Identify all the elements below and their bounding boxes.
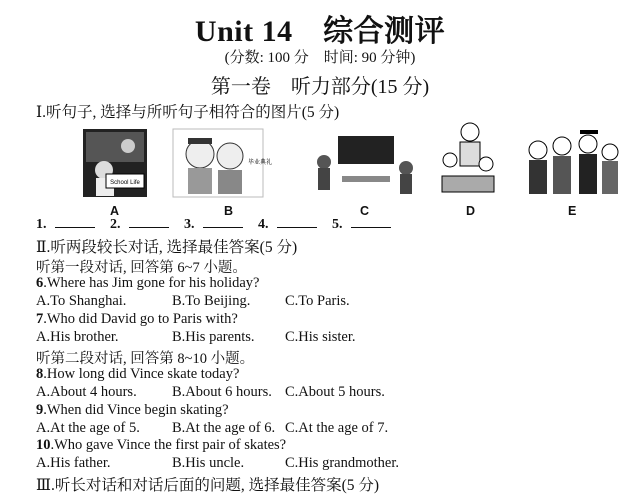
question-8: 8.How long did Vince skate today? (36, 366, 240, 382)
question-9: 9.When did Vince begin skating? (36, 402, 229, 418)
volume-heading: 第一卷 听力部分(15 分) (210, 76, 430, 98)
option-6c[interactable]: C.To Paris. (285, 293, 350, 309)
picture-b-graduation (172, 128, 273, 198)
option-6a[interactable]: A.To Shanghai. (36, 293, 127, 309)
option-8c[interactable]: C.About 5 hours. (285, 384, 385, 400)
picture-d-family (436, 120, 500, 198)
picture-c-classroom (312, 128, 418, 198)
question-7-options (36, 329, 596, 347)
question-8-options (36, 384, 596, 402)
picture-e-label: E (568, 204, 577, 218)
section2-title: Ⅱ.听两段较长对话, 选择最佳答案(5 分) (36, 239, 298, 256)
score-time-meta: (分数: 100 分 时间: 90 分钟) (224, 50, 416, 66)
blank-3[interactable]: 3. (184, 215, 249, 233)
picture-d-label: D (466, 204, 476, 218)
option-9c[interactable]: C.At the age of 7. (285, 420, 389, 436)
question-6: 6.Where has Jim gone for his holiday? (36, 275, 260, 291)
blank-4[interactable]: 4. (258, 215, 323, 233)
picture-a-label: A (110, 204, 120, 218)
picture-b-label: B (224, 204, 234, 218)
option-10a[interactable]: A.His father. (36, 455, 111, 471)
picture-e-group (522, 124, 622, 198)
question-9-options (36, 420, 596, 438)
option-6b[interactable]: B.To Beijing. (172, 293, 251, 309)
answer-blanks (36, 215, 403, 233)
section1-title: Ⅰ.听句子, 选择与所听句子相符合的图片(5 分) (36, 104, 340, 121)
option-9a[interactable]: A.At the age of 5. (36, 420, 140, 436)
blank-2[interactable]: 2. (110, 215, 175, 233)
option-9b[interactable]: B.At the age of 6. (172, 420, 276, 436)
picture-a-school-life (82, 128, 148, 198)
picture-a-caption: School Life (110, 180, 140, 186)
question-10: 10.Who gave Vince the first pair of skates? (36, 437, 287, 453)
option-7a[interactable]: A.His brother. (36, 329, 119, 345)
option-10b[interactable]: B.His uncle. (172, 455, 245, 471)
option-8a[interactable]: A.About 4 hours. (36, 384, 137, 400)
part1-intro: 听第一段对话, 回答第 6~7 小题。 (36, 260, 247, 276)
page-title: Unit 14 综合测评 (194, 15, 446, 48)
option-7b[interactable]: B.His parents. (172, 329, 255, 345)
section3-title: Ⅲ.听长对话和对话后面的问题, 选择最佳答案(5 分) (36, 477, 380, 494)
option-8b[interactable]: B.About 6 hours. (172, 384, 272, 400)
question-6-options (36, 293, 596, 311)
option-10c[interactable]: C.His grandmother. (285, 455, 399, 471)
option-7c[interactable]: C.His sister. (285, 329, 356, 345)
blank-1[interactable]: 1. (36, 215, 101, 233)
question-7: 7.Who did David go to Paris with? (36, 311, 238, 327)
blank-5[interactable]: 5. (332, 215, 397, 233)
picture-c-label: C (360, 204, 370, 218)
question-10-options (36, 455, 596, 473)
picture-b-caption: 毕业典礼 (248, 159, 273, 166)
part2-intro: 听第二段对话, 回答第 8~10 小题。 (36, 351, 255, 367)
